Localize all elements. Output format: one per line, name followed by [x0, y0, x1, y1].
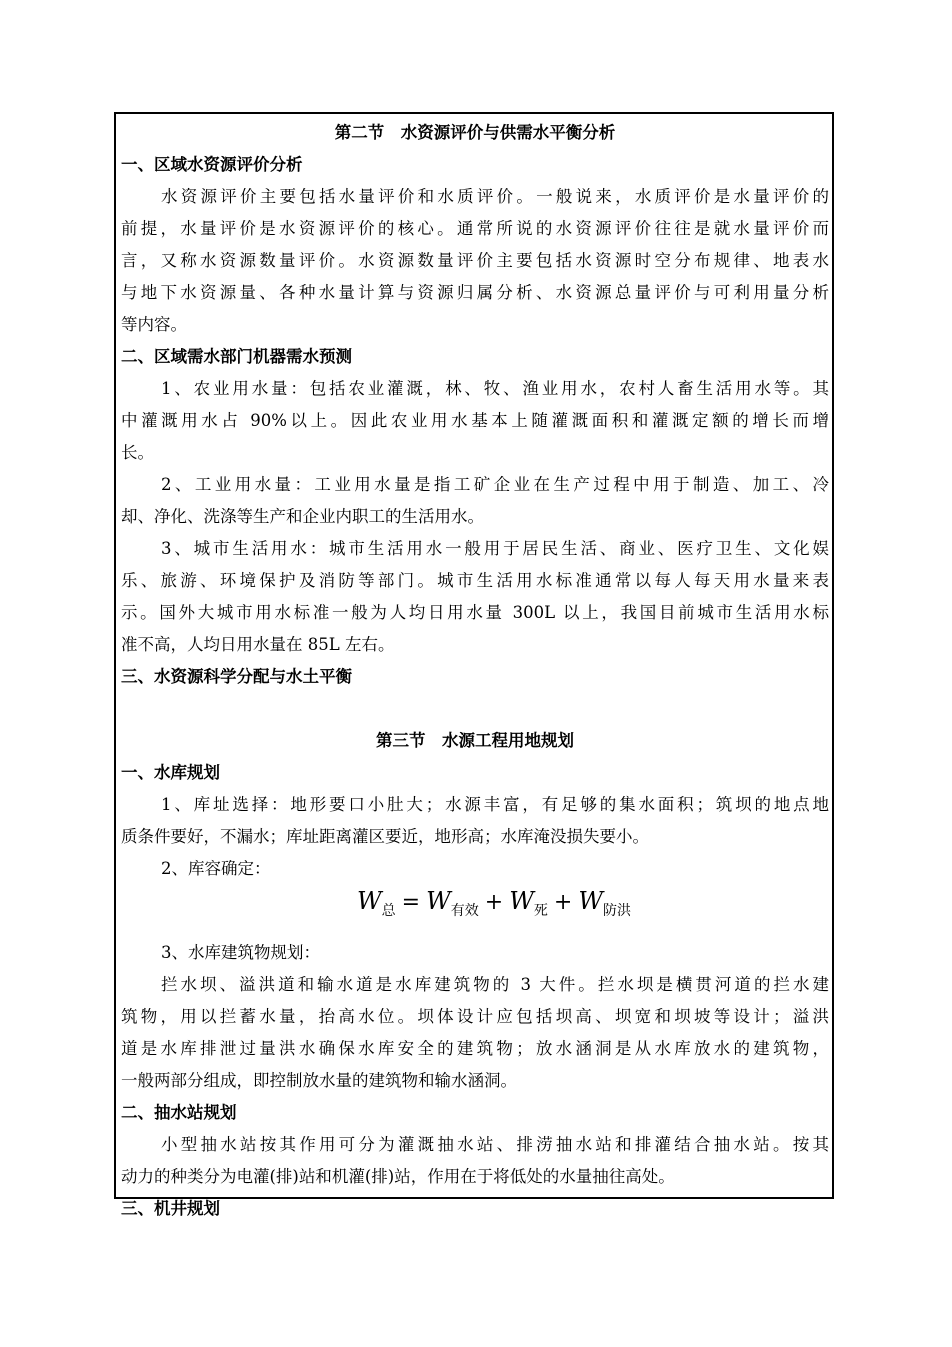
text-line: 等内容。 — [121, 315, 187, 334]
spacer — [121, 693, 829, 725]
paragraph-water-evaluation — [121, 181, 829, 341]
text-line: 言，又称水资源数量评价。水资源数量评价主要包括水资源时空分布规律、地表水 — [121, 251, 829, 270]
section-3-title: 第三节 水源工程用地规划 — [376, 731, 574, 750]
text-line: 2、工业用水量：工业用水量是指工矿企业在生产过程中用于制造、加工、冷 — [161, 475, 829, 494]
text-line: 筑物，用以拦蓄水量，抬高水位。坝体设计应包括坝高、坝宽和坝坡等设计；溢洪 — [121, 1007, 829, 1026]
text-line: 1、农业用水量：包括农业灌溉，林、牧、渔业用水，农村人畜生活用水等。其 — [161, 379, 829, 398]
paragraph-industry — [121, 469, 829, 533]
text-line: 却、净化、洗涤等生产和企业内职工的生活用水。 — [121, 507, 484, 526]
document-body — [121, 117, 829, 1225]
heading-demand-forecast: 二、区域需水部门机器需水预测 — [121, 347, 352, 366]
text-line: 小型抽水站按其作用可分为灌溉抽水站、排涝抽水站和排灌结合抽水站。按其 — [161, 1135, 829, 1154]
text-line: 长。 — [121, 443, 154, 462]
heading-pump-station: 二、抽水站规划 — [121, 1103, 237, 1122]
text-line: 质条件要好，不漏水；库址距离灌区要近，地形高；水库淹没损失要小。 — [121, 827, 649, 846]
section-2-title: 第二节 水资源评价与供需水平衡分析 — [334, 123, 616, 142]
heading-water-evaluation: 一、区域水资源评价分析 — [121, 155, 303, 174]
text-line: 中灌溉用水占 90%以上。因此农业用水基本上随灌溉面积和灌溉定额的增长而增 — [121, 411, 829, 430]
heading-well: 三、机井规划 — [121, 1199, 220, 1218]
paragraph-pump-station — [121, 1129, 829, 1193]
text-line: 与地下水资源量、各种水量计算与资源归属分析、水资源总量评价与可利用量分析 — [121, 283, 829, 302]
text-line: 示。国外大城市用水标准一般为人均日用水量 300L 以上，我国目前城市生活用水标 — [121, 603, 829, 622]
text-line: 准不高，人均日用水量在 85L 左右。 — [121, 635, 395, 654]
text-line: 动力的种类分为电灌(排)站和机灌(排)站，作用在于将低处的水量抽往高处。 — [121, 1167, 675, 1186]
text-line: 乐、旅游、环境保护及消防等部门。城市生活用水标准通常以每人每天用水量来表 — [121, 571, 829, 590]
text-line: 一般两部分组成，即控制放水量的建筑物和输水涵洞。 — [121, 1071, 517, 1090]
text-line: 3、城市生活用水：城市生活用水一般用于居民生活、商业、医疗卫生、文化娱 — [161, 539, 829, 558]
text-line: 1、库址选择：地形要口小肚大；水源丰富，有足够的集水面积；筑坝的地点地 — [161, 795, 829, 814]
paragraph-site-selection — [121, 789, 829, 853]
capacity-label: 2、库容确定： — [161, 859, 271, 878]
paragraph-urban — [121, 533, 829, 661]
paragraph-structures — [121, 969, 829, 1097]
structures-label: 3、水库建筑物规划： — [161, 943, 320, 962]
text-line: 拦水坝、溢洪道和输水道是水库建筑物的 3 大件。拦水坝是横贯河道的拦水建 — [161, 975, 829, 994]
text-line: 前提，水量评价是水资源评价的核心。通常所说的水资源评价往往是就水量评价而 — [121, 219, 829, 238]
text-line: 水资源评价主要包括水量评价和水质评价。一般说来，水质评价是水量评价的 — [161, 187, 829, 206]
capacity-formula: $W_总 = W_{有效} + W_死 + W_{防洪}$ — [357, 887, 631, 919]
paragraph-agriculture — [121, 373, 829, 469]
heading-reservoir: 一、水库规划 — [121, 763, 220, 782]
heading-allocation: 三、水资源科学分配与水土平衡 — [121, 667, 352, 686]
text-line: 道是水库排泄过量洪水确保水库安全的建筑物；放水涵洞是从水库放水的建筑物， — [121, 1039, 829, 1058]
